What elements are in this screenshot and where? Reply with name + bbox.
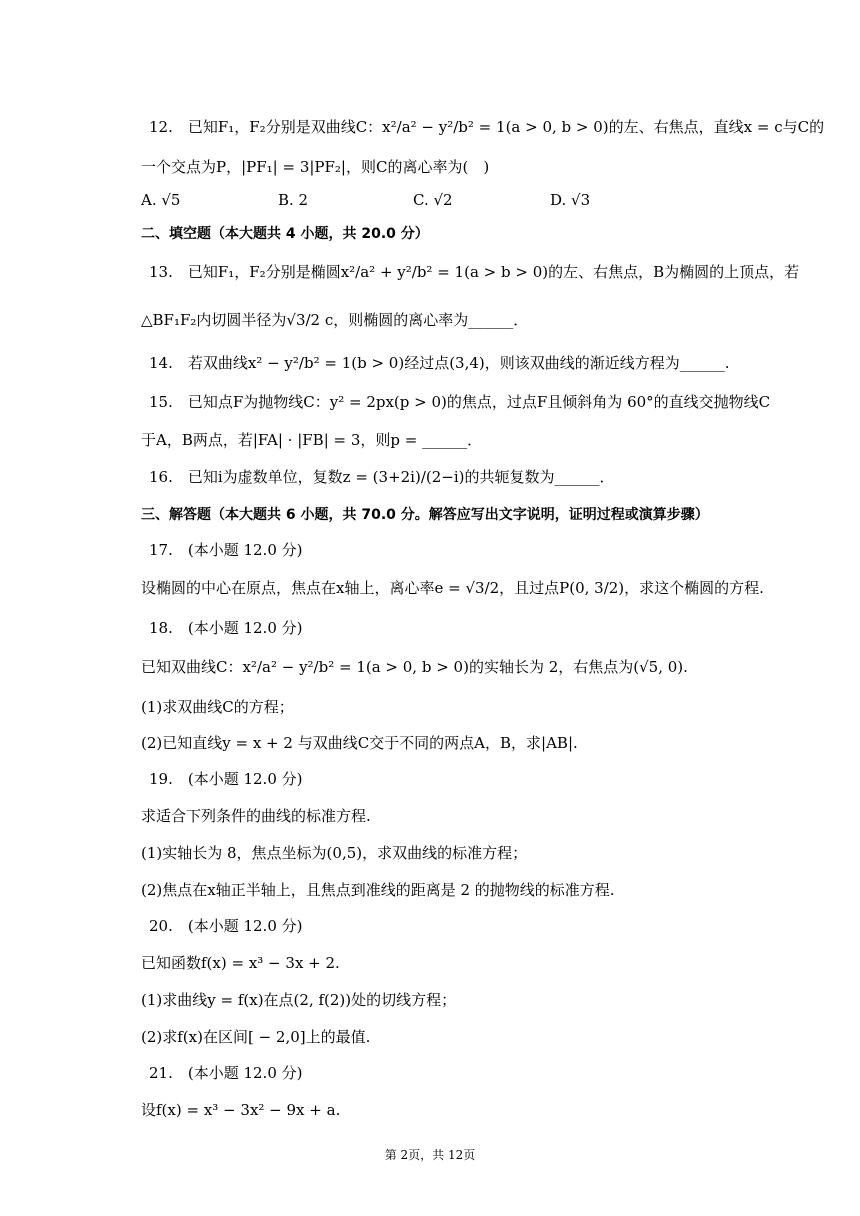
q12-option-c: C. √2 <box>413 191 453 209</box>
q12-line1: 12. 已知F₁，F₂分别是双曲线C：x²/a² − y²/b² = 1(a > 0, b > 0)的左、右焦点，直线x = c与C的 <box>149 118 825 136</box>
q19-body: 求适合下列条件的曲线的标准方程. <box>141 807 371 825</box>
q18-part1: (1)求双曲线C的方程； <box>141 698 294 716</box>
q17-body: 设椭圆的中心在原点，焦点在x轴上，离心率e = √3/2，且过点P(0, 3/2)，求这个椭圆的方程. <box>141 579 764 597</box>
section-fill-blank-heading: 二、填空题（本大题共 4 小题，共 20.0 分） <box>141 226 429 242</box>
q19-part2: (2)焦点在x轴正半轴上，且焦点到准线的距离是 2 的抛物线的标准方程. <box>141 881 615 899</box>
q20-part2: (2)求f(x)在区间[ − 2,0]上的最值. <box>141 1028 371 1046</box>
q12-option-a: A. √5 <box>141 191 181 209</box>
q20-body: 已知函数f(x) = x³ − 3x + 2. <box>141 954 340 972</box>
q20-header: 20. (本小题 12.0 分) <box>149 917 303 935</box>
page-footer: 第 2页，共 12页 <box>384 1148 476 1162</box>
q16-line: 16. 已知i为虚数单位，复数z = (3+2i)/(2−i)的共轭复数为______． <box>149 468 615 486</box>
q21-body: 设f(x) = x³ − 3x² − 9x + a. <box>141 1101 341 1119</box>
q19-part1: (1)实轴长为 8，焦点坐标为(0,5)，求双曲线的标准方程； <box>141 844 528 862</box>
q12-option-d: D. √3 <box>550 191 591 209</box>
q19-header: 19. (本小题 12.0 分) <box>149 770 303 788</box>
q15-line2: 于A，B两点，若|FA| · |FB| = 3，则p = ______． <box>141 431 483 449</box>
q18-part2: (2)已知直线y = x + 2 与双曲线C交于不同的两点A，B，求|AB|. <box>141 734 578 752</box>
q18-body: 已知双曲线C：x²/a² − y²/b² = 1(a > 0, b > 0)的实轴长为 2，右焦点为(√5, 0). <box>141 658 688 676</box>
q14-line: 14. 若双曲线x² − y²/b² = 1(b > 0)经过点(3,4)，则该双曲线的渐近线方程为______. <box>149 354 730 372</box>
section-answer-heading: 三、解答题（本大题共 6 小题，共 70.0 分。解答应写出文字说明，证明过程或演算步骤） <box>141 507 709 523</box>
q13-line1: 13. 已知F₁，F₂分别是椭圆x²/a² + y²/b² = 1(a > b > 0)的左、右焦点，B为椭圆的上顶点，若 <box>149 263 800 281</box>
q15-line1: 15. 已知点F为抛物线C：y² = 2px(p > 0)的焦点，过点F且倾斜角为 60°的直线交抛物线C <box>149 393 771 411</box>
q21-header: 21. (本小题 12.0 分) <box>149 1064 303 1082</box>
q13-line2: △BF₁F₂内切圆半径为√3/2 c，则椭圆的离心率为______． <box>141 311 529 329</box>
q20-part1: (1)求曲线y = f(x)在点(2, f(2))处的切线方程； <box>141 991 457 1009</box>
q12-line2: 一个交点为P，|PF₁| = 3|PF₂|，则C的离心率为( ) <box>141 158 490 176</box>
q17-header: 17. (本小题 12.0 分) <box>149 541 303 559</box>
q18-header: 18. (本小题 12.0 分) <box>149 619 303 637</box>
q12-option-b: B. 2 <box>278 191 309 209</box>
